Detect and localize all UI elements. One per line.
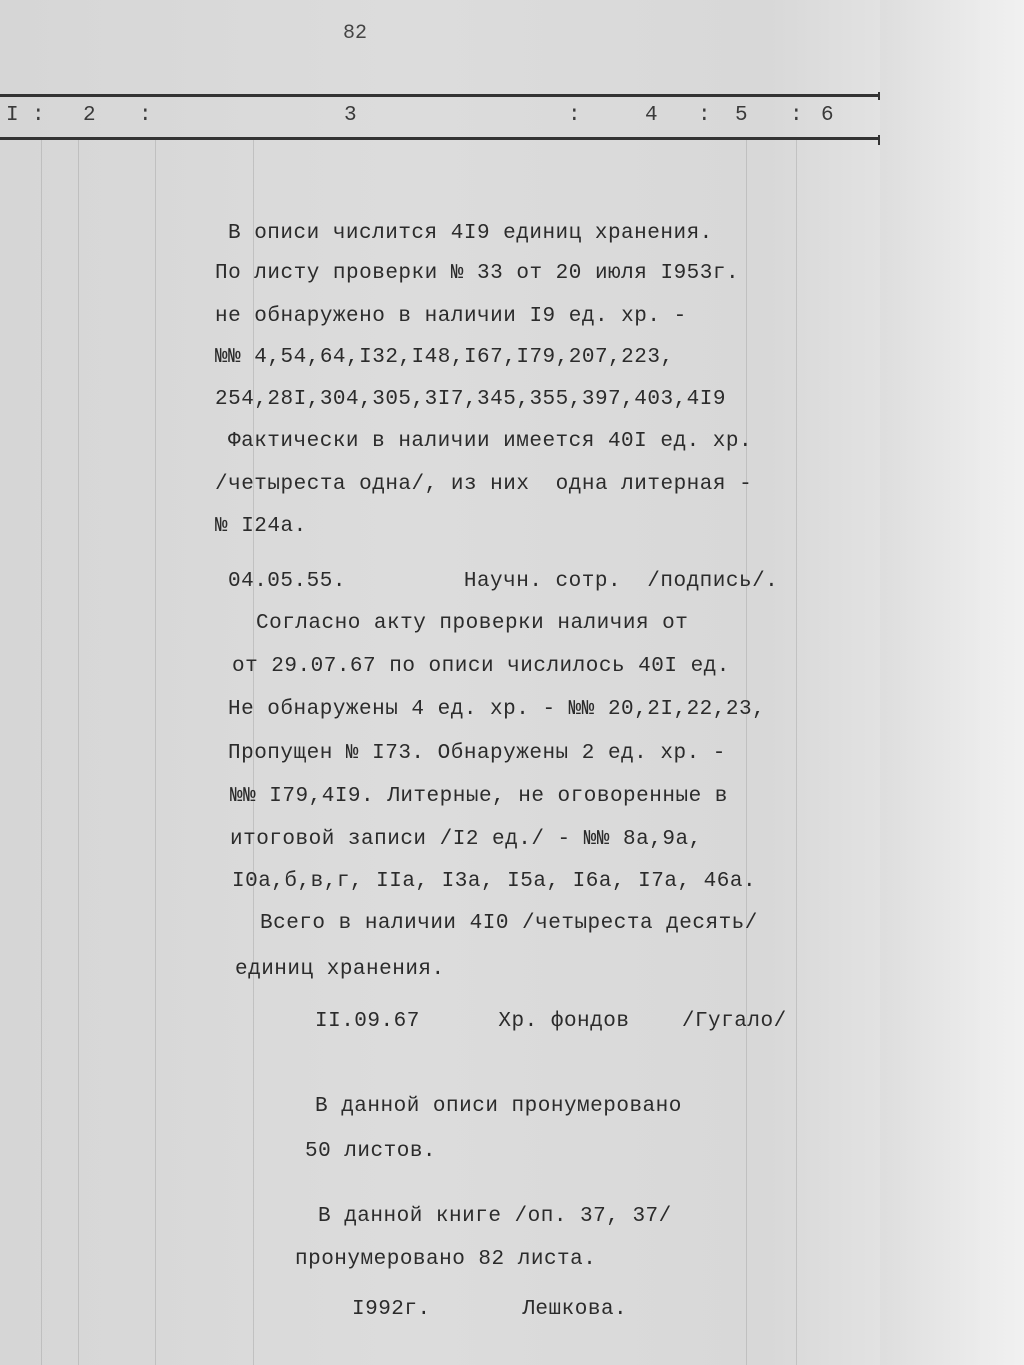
column-guide-line: [796, 140, 797, 1365]
text-line: единиц хранения.: [235, 958, 445, 981]
text-line: 50 листов.: [305, 1140, 437, 1163]
header-bottom-rule-end: [878, 135, 880, 145]
column-guide-line: [155, 140, 156, 1365]
column-header-5: 5: [735, 104, 748, 127]
header-bottom-rule: [0, 137, 880, 140]
text-line: итоговой записи /I2 ед./ - №№ 8а,9а,: [230, 828, 702, 851]
text-line: /четыреста одна/, из них одна литерная -: [215, 473, 753, 496]
column-header-6: 6: [821, 104, 834, 127]
text-line: В данной описи пронумеровано: [315, 1095, 682, 1118]
signature-line: II.09.67 Хр. фондов /Гугало/: [315, 1010, 787, 1033]
text-line: не обнаружено в наличии I9 ед. хр. -: [215, 305, 687, 328]
page-number: 82: [343, 22, 368, 45]
signature-line: 04.05.55. Научн. сотр. /подпись/.: [228, 570, 779, 593]
column-header-row: [0, 104, 880, 134]
column-guide-line: [41, 140, 42, 1365]
column-separator: :: [568, 104, 581, 127]
column-guide-line: [78, 140, 79, 1365]
column-header-3: 3: [344, 104, 357, 127]
text-line: В описи числится 4I9 единиц хранения.: [228, 222, 713, 245]
text-line: №№ 4,54,64,I32,I48,I67,I79,207,223,: [215, 346, 674, 369]
column-header-2: 2: [83, 104, 96, 127]
text-line: 254,28I,304,305,3I7,345,355,397,403,4I9: [215, 388, 726, 411]
header-top-rule-end: [878, 92, 880, 100]
text-line: Пропущен № I73. Обнаружены 2 ед. хр. -: [228, 742, 726, 765]
header-top-rule: [0, 94, 880, 97]
text-line: пронумеровано 82 листа.: [295, 1248, 597, 1271]
text-line: от 29.07.67 по описи числилось 40I ед.: [232, 655, 730, 678]
text-line: Фактически в наличии имеется 40I ед. хр.: [228, 430, 753, 453]
column-separator: :: [790, 104, 803, 127]
column-header-4: 4: [645, 104, 658, 127]
column-separator: :: [698, 104, 711, 127]
text-line: По листу проверки № 33 от 20 июля I953г.: [215, 262, 740, 285]
text-line: Всего в наличии 4I0 /четыреста десять/: [260, 912, 758, 935]
column-separator: :: [139, 104, 152, 127]
text-line: Согласно акту проверки наличия от: [256, 612, 689, 635]
column-separator: :: [32, 104, 45, 127]
text-line: Не обнаружены 4 ед. хр. - №№ 20,2I,22,23,: [228, 698, 766, 721]
text-line: В данной книге /оп. 37, 37/: [318, 1205, 672, 1228]
signature-line: I992г. Лешкова.: [352, 1298, 628, 1321]
column-guide-line: [746, 140, 747, 1365]
text-line: №№ I79,4I9. Литерные, не оговоренные в: [230, 785, 728, 808]
paper-edge: [880, 0, 1024, 1365]
text-line: № I24а.: [215, 515, 307, 538]
text-line: I0а,б,в,г, IIа, I3а, I5а, I6а, I7а, 46а.: [232, 870, 757, 893]
column-header-1: I: [6, 104, 19, 127]
